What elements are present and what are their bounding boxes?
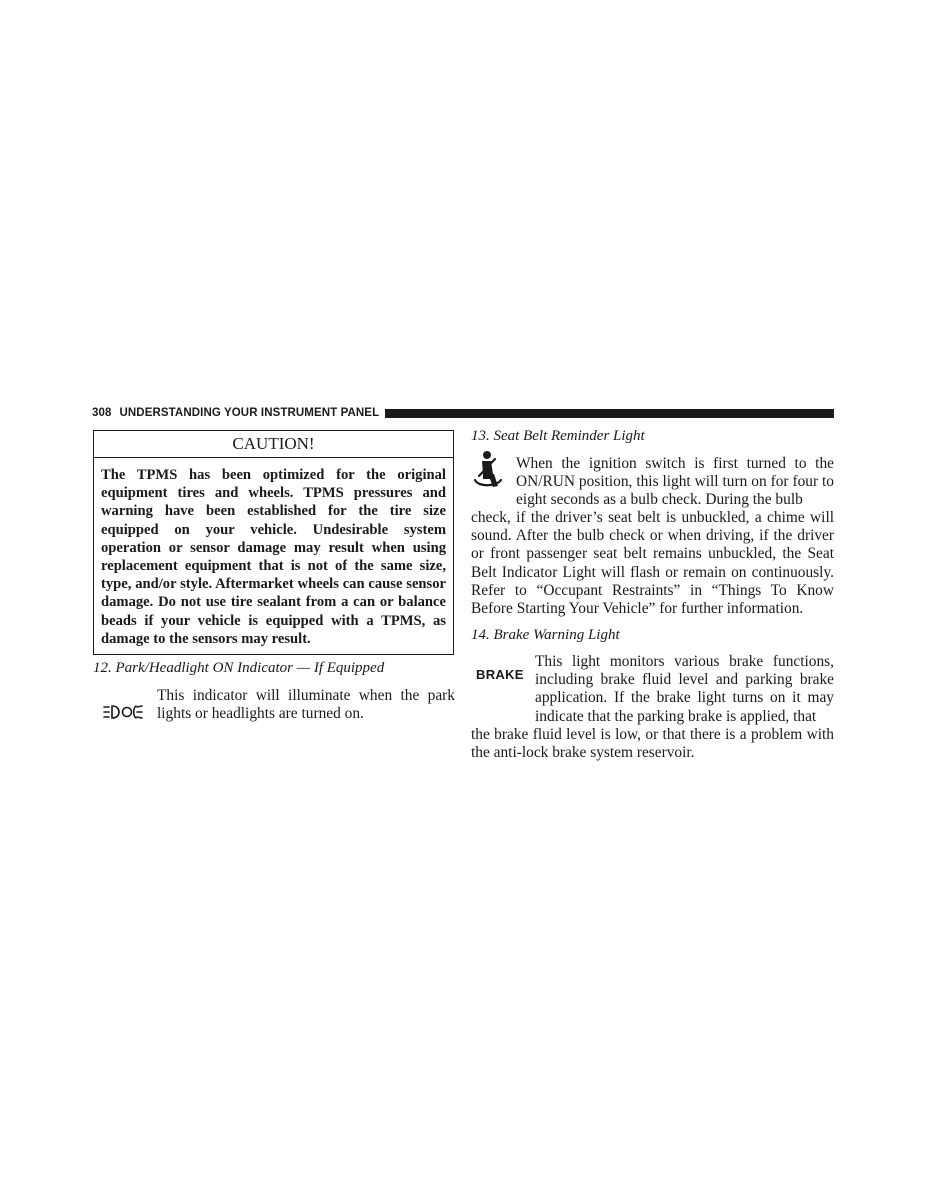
caution-box — [93, 430, 454, 655]
page-number: 308 — [92, 407, 112, 419]
caution-body: The TPMS has been optimized for the original equipment tires and wheels. TPMS pressures and warning have been established for the tire size equipped on your vehicle. Undesirable system operation or sensor damage may result when using replacement equipment that is not of the same size, type, and/or style. Aftermarket wheels can cause sensor damage. Do not use tire sealant from a can or balance beads if your vehicle is equipped with a TPMS, as damage to the sensors may result. — [101, 467, 446, 647]
section-14-text-top: This light monitors various brake functions, including brake fluid level and parking brake application. If the brake light turns on it may indicate that the parking brake is applied, that — [535, 653, 834, 725]
section-14-heading: 14. Brake Warning Light — [471, 627, 620, 643]
header-rule — [385, 409, 834, 418]
section-13-text-bottom: check, if the driver’s seat belt is unbuckled, a chime will sound. After the bulb check or when driving, if the driver or front passenger seat belt remains unbuckled, the Seat Belt Indicator Light will flash or remain on continuously. Refer to “Occupant Restraints” in “Things To Know Before Starting Your Vehicle” for further information. — [471, 509, 834, 618]
seat-belt-icon — [470, 450, 506, 495]
section-12-text: This indicator will illuminate when the park lights or headlights are turned on. — [157, 687, 455, 723]
section-13-text-top: When the ignition switch is first turned to the ON/RUN position, this light will turn on for four to eight seconds as a bulb check. During the bulb — [516, 455, 834, 509]
section-12-heading: 12. Park/Headlight ON Indicator — If Equipped — [93, 660, 385, 676]
page-header — [92, 405, 834, 421]
section-14-text-bottom: the brake fluid level is low, or that there is a problem with the anti-lock brake system reservoir. — [471, 726, 834, 762]
section-13-heading: 13. Seat Belt Reminder Light — [471, 428, 645, 444]
park-headlight-icon — [103, 702, 143, 727]
brake-icon: BRAKE — [476, 667, 524, 682]
caution-title: CAUTION! — [94, 431, 453, 458]
section-title: UNDERSTANDING YOUR INSTRUMENT PANEL — [119, 407, 380, 419]
